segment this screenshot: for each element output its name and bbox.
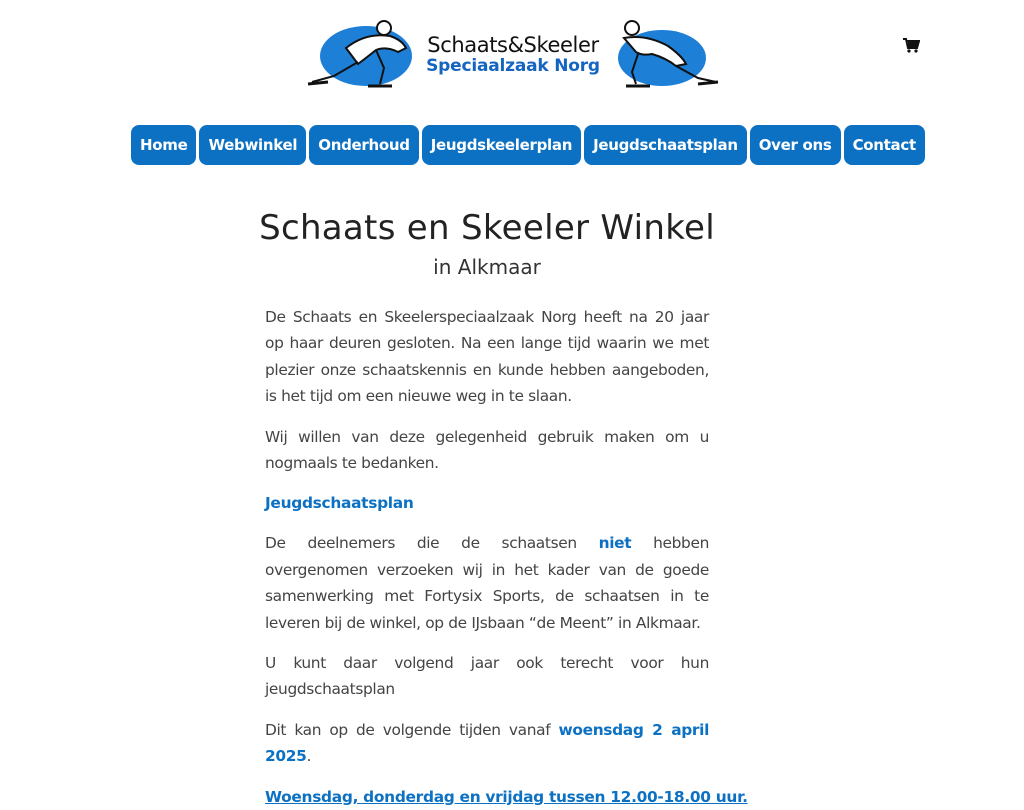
section-heading-jeugdschaatsplan[interactable]: Jeugdschaatsplan bbox=[265, 494, 414, 513]
nav-item-over-ons[interactable]: Over ons bbox=[750, 125, 841, 165]
next-year-paragraph: U kunt daar volgend jaar ook terecht voor hun jeugdschaatsplan bbox=[265, 654, 709, 699]
nav-item-contact[interactable]: Contact bbox=[844, 125, 925, 165]
site-logo[interactable] bbox=[306, 18, 720, 90]
nav-item-jeugdschaatsplan[interactable]: Jeugdschaatsplan bbox=[584, 125, 747, 165]
logo-subtitle: Speciaalzaak Norg bbox=[426, 56, 600, 76]
thanks-paragraph: Wij willen van deze gelegenheid gebruik maken om u nogmaals te bedanken. bbox=[265, 427, 709, 473]
times-paragraph bbox=[265, 717, 709, 770]
times-text-end: . bbox=[306, 747, 311, 766]
shopping-cart-icon[interactable] bbox=[903, 38, 920, 53]
nav-item-jeugdskeelerplan[interactable]: Jeugdskeelerplan bbox=[422, 125, 581, 165]
highlight-niet: niet bbox=[598, 534, 632, 553]
main-nav bbox=[131, 125, 925, 165]
opening-hours: Woensdag, donderdag en vrijdag tussen 12.00-18.00 uur. bbox=[265, 787, 748, 806]
page-subtitle: in Alkmaar bbox=[433, 255, 541, 279]
nav-item-onderhoud[interactable]: Onderhoud bbox=[309, 125, 418, 165]
logo-title: Schaats&Skeeler bbox=[427, 33, 599, 57]
site-header bbox=[0, 0, 1024, 110]
main-content bbox=[259, 200, 748, 810]
nav-item-home[interactable]: Home bbox=[131, 125, 196, 165]
times-text-start: Dit kan op de volgende tijden vanaf bbox=[265, 720, 559, 739]
nav-item-webwinkel[interactable]: Webwinkel bbox=[199, 125, 306, 165]
intro-paragraph: De Schaats en Skeelerspeciaalzaak Norg heeft na 20 jaar op haar deuren gesloten. Na een lange tijd waarin we met plezier onze schaatskennis en kunde hebben aangeboden, is het tijd om een nieuwe weg in te slaan. bbox=[265, 308, 709, 406]
start-date: woensdag 2 april 2025 bbox=[265, 720, 709, 766]
logo-text bbox=[408, 34, 618, 76]
return-skates-paragraph bbox=[265, 530, 709, 636]
return-skates-text-end: hebben overgenomen verzoeken wij in het kader van de goede samenwerking met Fortysix Sports, de schaatsen in te leveren bij de winkel, op de IJsbaan “de Meent” in Alkmaar. bbox=[265, 534, 709, 632]
return-skates-text-start: De deelnemers die de schaatsen bbox=[265, 534, 599, 553]
page-title: Schaats en Skeeler Winkel bbox=[259, 208, 715, 248]
